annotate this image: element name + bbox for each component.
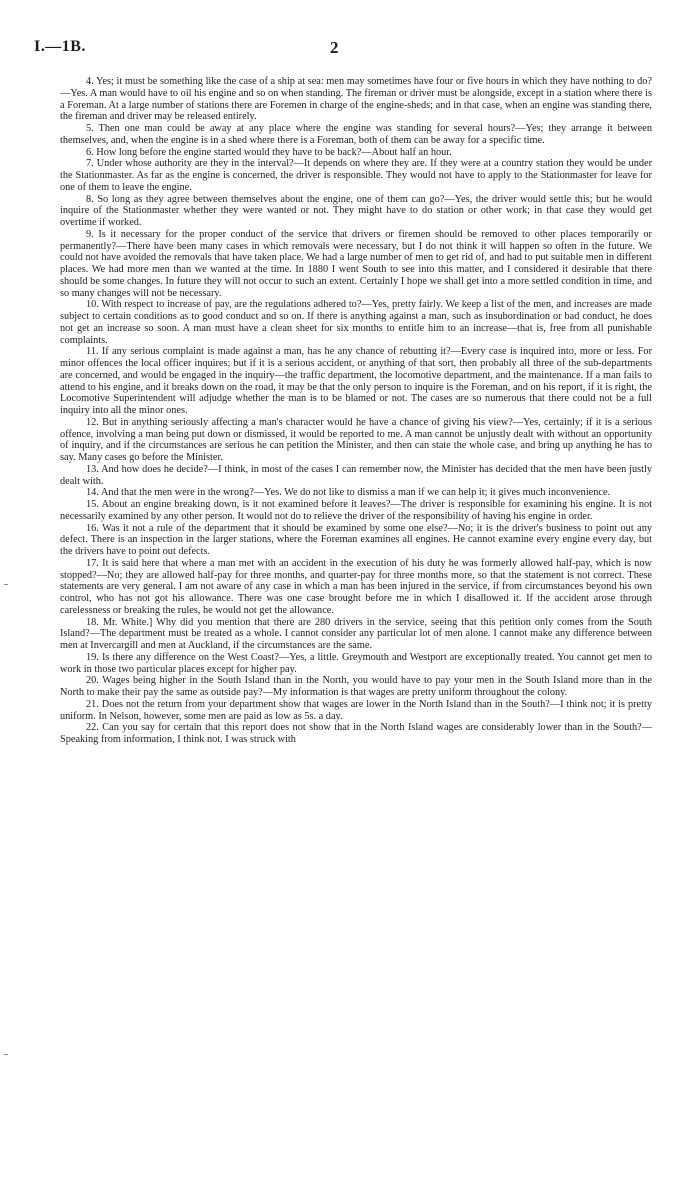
- question-paragraph: 14. And that the men were in the wrong?—Yes. We do not like to dismiss a man if we can help it; it gives much inconvenience.: [86, 487, 611, 499]
- question-paragraph: 5. Then one man could be away at any place where the engine was standing for several hours?—Yes; they arrange it between themselves, and, when the engine is in a shed where there is a Foreman, both of them can be away for a specific time.: [60, 123, 652, 146]
- question-paragraph: 6. How long before the engine started would they have to be back?—About half an hour.: [86, 146, 452, 158]
- page-header: [34, 38, 666, 64]
- question-paragraph: 17. It is said here that where a man met with an accident in the execution of his duty he was formerly allowed half-pay, which is now stopped?—No; they are allowed half-pay for three months, and quarter-pay for three months more, so that the statement is not correct. These statements are very general. I am not aware of any case in which a man has been injured in the service, if from circumstances beyond his own control, who has not got his allowance. There was one case brought before me in which I disallowed it. If the accident arose through carelessness or breaking the rules, he would not get the allowance.: [60, 557, 652, 616]
- question-paragraph: 16. Was it not a rule of the department that it should be examined by some one else?—No; it is the driver's business to point out any defect. There is an inspection in the larger stations, where the Foreman examines all engines. He cannot examine every engine every day, but the drivers have to point out defects.: [60, 522, 652, 557]
- question-paragraph: 8. So long as they agree between themselves about the engine, one of them can go?—Yes, the driver would settle this; but he would inquire of the Stationmaster whether they were wanted or not. They might have to do station or other work; in that case they would get overtime if worked.: [60, 193, 652, 228]
- margin-mark: [4, 584, 8, 585]
- page-number: 2: [330, 38, 339, 57]
- question-paragraph: 18. Mr. White.] Why did you mention that there are 280 drivers in the service, seeing that this petition only comes from the South Island?—The department must be treated as a whole. I cannot consider any particular lot of men alone. I cannot make any difference between men at Invercargill and men at Auckland, if the circumstances are the same.: [60, 616, 652, 651]
- question-paragraph: 7. Under whose authority are they in the interval?—It depends on where they are. If they were at a country station they would be under the Stationmaster. As far as the engine is concerned, the driver is responsible. They would not have to apply to the Stationmaster for leave for one of them to leave the engine.: [60, 158, 652, 193]
- question-paragraph: 20. Wages being higher in the South Island than in the North, you would have to pay your men in the South Island more than in the North to make their pay the same as outside pay?—My information is that wages are pretty uniform throughout the colony.: [60, 675, 652, 698]
- question-paragraph: 15. About an engine breaking down, is it not examined before it leaves?—The driver is responsible for examining his engine. It is not necessarily examined by any other person. It would not do to relieve the driver of the responsibility of having his engine in order.: [60, 499, 652, 522]
- margin-mark: [4, 1054, 8, 1055]
- question-paragraph: 10. With respect to increase of pay, are the regulations adhered to?—Yes, pretty fairly. We keep a list of the men, and increases are made subject to certain conditions as to good conduct and so on. If there is anything against a man, such as insubordination or bad conduct, he does not get an increase so soon. A man must have a clean sheet for six months to entitle him to an increase—that is, free from all punishable complaints.: [60, 299, 652, 346]
- question-paragraph: 4. Yes; it must be something like the case of a ship at sea: men may sometimes have four or five hours in which they have nothing to do?—Yes. A man would have to oil his engine and so on when standing. The fireman or driver must be alongside, except in a station where there is a Foreman. At a large number of stations there are Foremen in charge of the engine-sheds; and in that case, when an engine was standing there, the fireman and driver may be released entirely.: [60, 76, 652, 123]
- question-paragraph: 19. Is there any difference on the West Coast?—Yes, a little. Greymouth and Westport are exceptionally treated. You cannot get men to work in those two particular places except for higher pay.: [60, 651, 652, 675]
- question-paragraph: 12. But in anything seriously affecting a man's character would he have a chance of giving his view?—Yes, certainly; if it is a serious offence, involving a man being put down or dismissed, it would be reported to me. A man cannot be unjustly dealt with without an opportunity of inquiry, and if the circumstances are serious he can petition the Minister, and then can state the whole case, and bring up anything he has to say. Many cases go before the Minister.: [60, 416, 652, 463]
- question-paragraph: 21. Does not the return from your department show that wages are lower in the North Island than in the South?—I think not; it is pretty uniform. In Nelson, however, some men are paid as low as 5s. a day.: [60, 698, 652, 722]
- question-paragraph: 11. If any serious complaint is made against a man, has he any chance of rebutting it?—Every case is inquired into, more or less. For minor offences the local officer inquires; but if it is a serious accident, or anything of that sort, then probably all three of the sub-departments are concerned, and would be engaged in the inquiry—the traffic department, the locomotive department, and the maintenance. If a man fails to attend to his engine, and it breaks down on the road, it may be that the only person to inquire is the Foreman, and on his report, if it is right, the Locomotive Superintendent will adjudge whether the man is to be blamed or not. The cases are so numerous that there could not be a full inquiry into all the minor ones.: [60, 346, 652, 416]
- document-reference: I.—1B.: [34, 38, 86, 55]
- question-paragraph: 22. Can you say for certain that this report does not show that in the North Island wages are considerably lower than in the South?—Speaking from information, I think not. I was struck with: [60, 722, 652, 745]
- question-paragraph: 9. Is it necessary for the proper conduct of the service that drivers or firemen should be removed to other places temporarily or permanently?—There have been many cases in which removals were necessary, but I do not think it will happen so often in the future. We could not have avoided the removals that have taken place. We had a large number of men to get rid of, and had to put suitable men in different places. We had more men than we wanted at the time. In 1880 I went South to see into this matter, and I considered it desirable that there should be some changes. In future they will not occur to such an extent. Certainly I hope we shall get into a more settled condition in time, and so many changes will not be necessary.: [60, 228, 652, 299]
- question-paragraph: 13. And how does he decide?—I think, in most of the cases I can remember now, the Minister has decided that the men have been justly dealt with.: [60, 463, 652, 487]
- testimony-text: [60, 76, 652, 746]
